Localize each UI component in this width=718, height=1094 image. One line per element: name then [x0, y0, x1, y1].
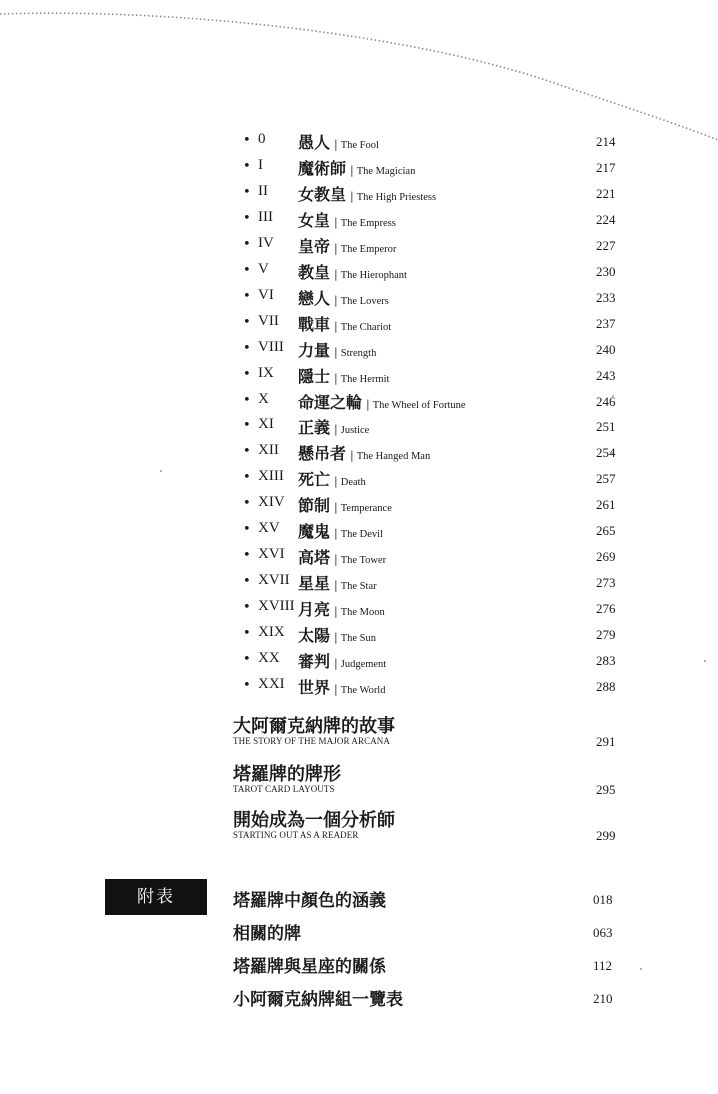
page-number: 288: [596, 678, 616, 694]
toc-entry[interactable]: [243, 545, 625, 569]
card-title: [298, 623, 376, 646]
bullet: •: [243, 496, 251, 512]
toc-entry[interactable]: [243, 415, 625, 439]
card-name-en: The Wheel of Fortune: [372, 399, 466, 411]
card-name-zh: 戰車: [298, 314, 331, 334]
page-number: 246: [596, 393, 616, 409]
card-name-en: The Sun: [340, 633, 377, 645]
bullet: •: [243, 314, 251, 330]
page-number: 295: [596, 782, 616, 797]
appendix-entry[interactable]: [233, 886, 625, 914]
page-number: 243: [596, 367, 616, 383]
appendix-entry[interactable]: [233, 919, 625, 947]
page-number: 233: [596, 289, 616, 305]
card-numeral: III: [258, 208, 273, 225]
card-title: [298, 182, 436, 205]
card-title: [298, 493, 392, 516]
card-name-zh: 正義: [298, 418, 331, 438]
appendix-entry[interactable]: [233, 985, 625, 1013]
page-number: 273: [596, 575, 616, 591]
section-title-en: TAROT CARD LAYOUTS: [233, 784, 335, 794]
toc-entry[interactable]: [243, 390, 625, 414]
toc-entry[interactable]: [243, 623, 625, 647]
card-numeral: IV: [258, 234, 274, 251]
page-number: 251: [596, 419, 616, 435]
page-number: 265: [596, 523, 616, 539]
card-numeral: XV: [258, 520, 280, 537]
bullet: •: [243, 600, 251, 616]
section-title-en: STARTING OUT AS A READER: [233, 830, 359, 840]
bullet: •: [243, 548, 251, 564]
separator: |: [334, 475, 338, 489]
page-number: 257: [596, 471, 616, 487]
separator: |: [334, 631, 338, 645]
page-number: 237: [596, 315, 616, 331]
card-name-zh: 懸吊者: [298, 444, 347, 464]
card-name-en: The Hierophant: [340, 269, 407, 281]
bullet: •: [243, 288, 251, 304]
separator: |: [334, 319, 338, 333]
card-name-zh: 太陽: [298, 626, 331, 646]
bullet: •: [243, 522, 251, 538]
card-numeral: XVIII: [258, 598, 295, 615]
page-number: 063: [593, 925, 613, 940]
card-name-zh: 女教皇: [298, 184, 347, 204]
card-name-en: The Empress: [340, 217, 396, 229]
toc-entry[interactable]: [243, 208, 625, 232]
toc-entry[interactable]: [243, 493, 625, 517]
page-number: 299: [596, 828, 616, 843]
card-name-zh: 魔鬼: [298, 522, 331, 542]
bullet: •: [243, 392, 251, 408]
card-name-en: The Fool: [340, 140, 379, 151]
separator: |: [334, 293, 338, 307]
card-numeral: VI: [258, 286, 274, 303]
card-title: [298, 338, 376, 361]
card-name-zh: 愚人: [298, 133, 331, 152]
card-title: [298, 675, 385, 698]
toc-entry[interactable]: [243, 649, 625, 673]
bullet: •: [243, 626, 251, 642]
separator: |: [350, 449, 354, 463]
page-number: 221: [596, 185, 616, 201]
page-number: 214: [596, 134, 616, 149]
card-name-zh: 世界: [298, 677, 331, 697]
card-numeral: XVI: [258, 546, 285, 563]
section-title-en: THE STORY OF THE MAJOR ARCANA: [233, 736, 391, 746]
separator: |: [334, 138, 338, 151]
card-numeral: XVII: [258, 572, 290, 589]
page-number: 018: [593, 892, 613, 907]
separator: |: [334, 423, 338, 437]
toc-entry[interactable]: [243, 675, 625, 699]
card-numeral: V: [258, 260, 269, 277]
separator: |: [334, 371, 338, 385]
page-number: 279: [596, 627, 616, 643]
separator: |: [334, 267, 338, 281]
card-title: [298, 312, 391, 335]
card-name-zh: 力量: [298, 340, 331, 360]
card-name-zh: 戀人: [298, 288, 331, 308]
section-title-zh: 塔羅牌的牌形: [233, 764, 341, 785]
page-number: 224: [596, 211, 616, 227]
card-numeral: I: [258, 156, 263, 173]
card-name-en: The Magician: [356, 165, 416, 177]
card-name-en: The Devil: [340, 529, 384, 541]
card-title: [298, 208, 396, 231]
page-number: 112: [593, 958, 613, 973]
card-title: [298, 441, 430, 464]
card-name-en: The Hanged Man: [356, 451, 431, 463]
card-name-zh: 女皇: [298, 210, 331, 230]
section-title-zh: 大阿爾克納牌的故事: [233, 716, 395, 737]
card-name-en: The Chariot: [340, 321, 392, 333]
card-name-en: The Moon: [340, 607, 385, 619]
toc-entry[interactable]: [243, 571, 625, 595]
card-name-en: Temperance: [340, 503, 392, 515]
separator: |: [350, 163, 354, 177]
appendix-title: 塔羅牌與星座的關係: [233, 957, 386, 977]
card-name-zh: 審判: [298, 652, 331, 671]
card-title: [298, 130, 379, 153]
toc-entry[interactable]: [243, 260, 625, 284]
bullet: •: [243, 158, 251, 174]
toc-entry[interactable]: [243, 597, 625, 621]
section-title-zh: 開始成為一個分析師: [233, 810, 395, 831]
appendix-title: 塔羅牌中顏色的涵義: [233, 891, 386, 911]
card-name-en: The Tower: [340, 555, 387, 567]
card-numeral: VIII: [258, 338, 284, 355]
card-title: [298, 649, 386, 672]
card-name-en: The High Priestess: [356, 191, 437, 203]
appendix-entry[interactable]: [233, 952, 625, 980]
toc-entry[interactable]: [243, 156, 625, 180]
card-title: [298, 519, 383, 542]
page-number: 276: [596, 601, 616, 617]
card-name-zh: 星星: [298, 574, 331, 594]
bullet: •: [243, 262, 251, 278]
separator: |: [334, 579, 338, 593]
card-title: [298, 390, 466, 413]
toc-entry[interactable]: [243, 234, 625, 258]
bullet: •: [243, 133, 251, 148]
page-number: 283: [596, 653, 616, 668]
card-title: [298, 234, 396, 257]
page-number: 269: [596, 549, 616, 565]
separator: |: [334, 345, 338, 359]
card-name-en: The Lovers: [340, 295, 389, 307]
card-name-en: Strength: [340, 347, 377, 359]
toc-section[interactable]: [233, 712, 625, 756]
toc-entry[interactable]: [243, 467, 625, 491]
separator: |: [334, 527, 338, 541]
card-title: [298, 286, 389, 309]
card-name-zh: 隱士: [298, 366, 331, 386]
card-numeral: XIII: [258, 468, 284, 485]
page-number: 217: [596, 159, 616, 175]
separator: |: [334, 682, 338, 696]
page-number: 240: [596, 341, 616, 357]
card-numeral: VII: [258, 312, 279, 329]
separator: |: [334, 501, 338, 515]
card-title: [298, 597, 385, 620]
bullet: •: [243, 210, 251, 226]
card-name-zh: 月亮: [298, 600, 331, 620]
card-name-zh: 皇帝: [298, 236, 331, 256]
card-name-zh: 命運之輪: [298, 392, 363, 412]
card-name-en: Judgement: [340, 659, 387, 670]
bullet: •: [243, 236, 251, 252]
toc-entry[interactable]: [243, 130, 625, 154]
card-title: [298, 415, 369, 438]
bullet: •: [243, 652, 251, 667]
bullet: •: [243, 444, 251, 460]
separator: |: [350, 189, 354, 203]
page-number: 210: [593, 991, 613, 1006]
toc-entry[interactable]: [243, 182, 625, 206]
toc-entry[interactable]: [243, 338, 625, 362]
toc-entry[interactable]: [243, 441, 625, 465]
card-numeral: II: [258, 182, 268, 199]
card-name-en: The Star: [340, 581, 377, 593]
card-numeral: X: [258, 390, 269, 407]
page-number: 230: [596, 263, 616, 279]
card-title: [298, 571, 377, 594]
bullet: •: [243, 340, 251, 356]
card-name-en: The World: [340, 684, 386, 696]
separator: |: [334, 657, 338, 670]
page-number: 227: [596, 237, 616, 253]
card-name-zh: 魔術師: [298, 158, 347, 178]
card-name-zh: 節制: [298, 496, 331, 516]
toc-entry[interactable]: [243, 286, 625, 310]
card-title: [298, 156, 415, 179]
toc-section[interactable]: [233, 806, 625, 850]
appendix-label: 附表: [105, 879, 207, 915]
separator: |: [366, 397, 370, 411]
card-numeral: XX: [258, 650, 280, 666]
card-numeral: XI: [258, 416, 274, 433]
bullet: •: [243, 184, 251, 200]
bullet: •: [243, 366, 251, 382]
card-name-zh: 死亡: [298, 470, 331, 490]
appendix-title: 相關的牌: [233, 924, 301, 944]
card-numeral: XII: [258, 442, 279, 459]
bullet: •: [243, 677, 251, 693]
card-numeral: IX: [258, 364, 274, 381]
toc-section[interactable]: [233, 760, 625, 804]
card-name-en: Death: [340, 477, 366, 489]
card-numeral: XIV: [258, 494, 285, 511]
bullet: •: [243, 418, 251, 434]
card-name-en: The Hermit: [340, 373, 390, 385]
card-name-en: The Emperor: [340, 243, 397, 255]
card-title: [298, 467, 366, 490]
card-name-zh: 高塔: [298, 548, 331, 568]
card-name-zh: 教皇: [298, 262, 331, 282]
card-title: [298, 364, 389, 387]
separator: |: [334, 553, 338, 567]
card-title: [298, 545, 386, 568]
bullet: •: [243, 470, 251, 486]
toc-entry[interactable]: [243, 364, 625, 388]
card-numeral: XIX: [258, 624, 285, 641]
separator: |: [334, 605, 338, 619]
bullet: •: [243, 574, 251, 590]
page-number: 291: [596, 734, 616, 749]
page-number: 261: [596, 497, 616, 513]
toc-entry[interactable]: [243, 312, 625, 336]
appendix-title: 小阿爾克納牌組一覽表: [233, 990, 403, 1010]
card-name-en: Justice: [340, 425, 370, 437]
card-numeral: XXI: [258, 675, 285, 692]
separator: |: [334, 215, 338, 229]
card-numeral: 0: [258, 131, 266, 147]
separator: |: [334, 241, 338, 255]
page-number: 254: [596, 445, 616, 461]
card-title: [298, 260, 407, 283]
toc-entry[interactable]: [243, 519, 625, 543]
